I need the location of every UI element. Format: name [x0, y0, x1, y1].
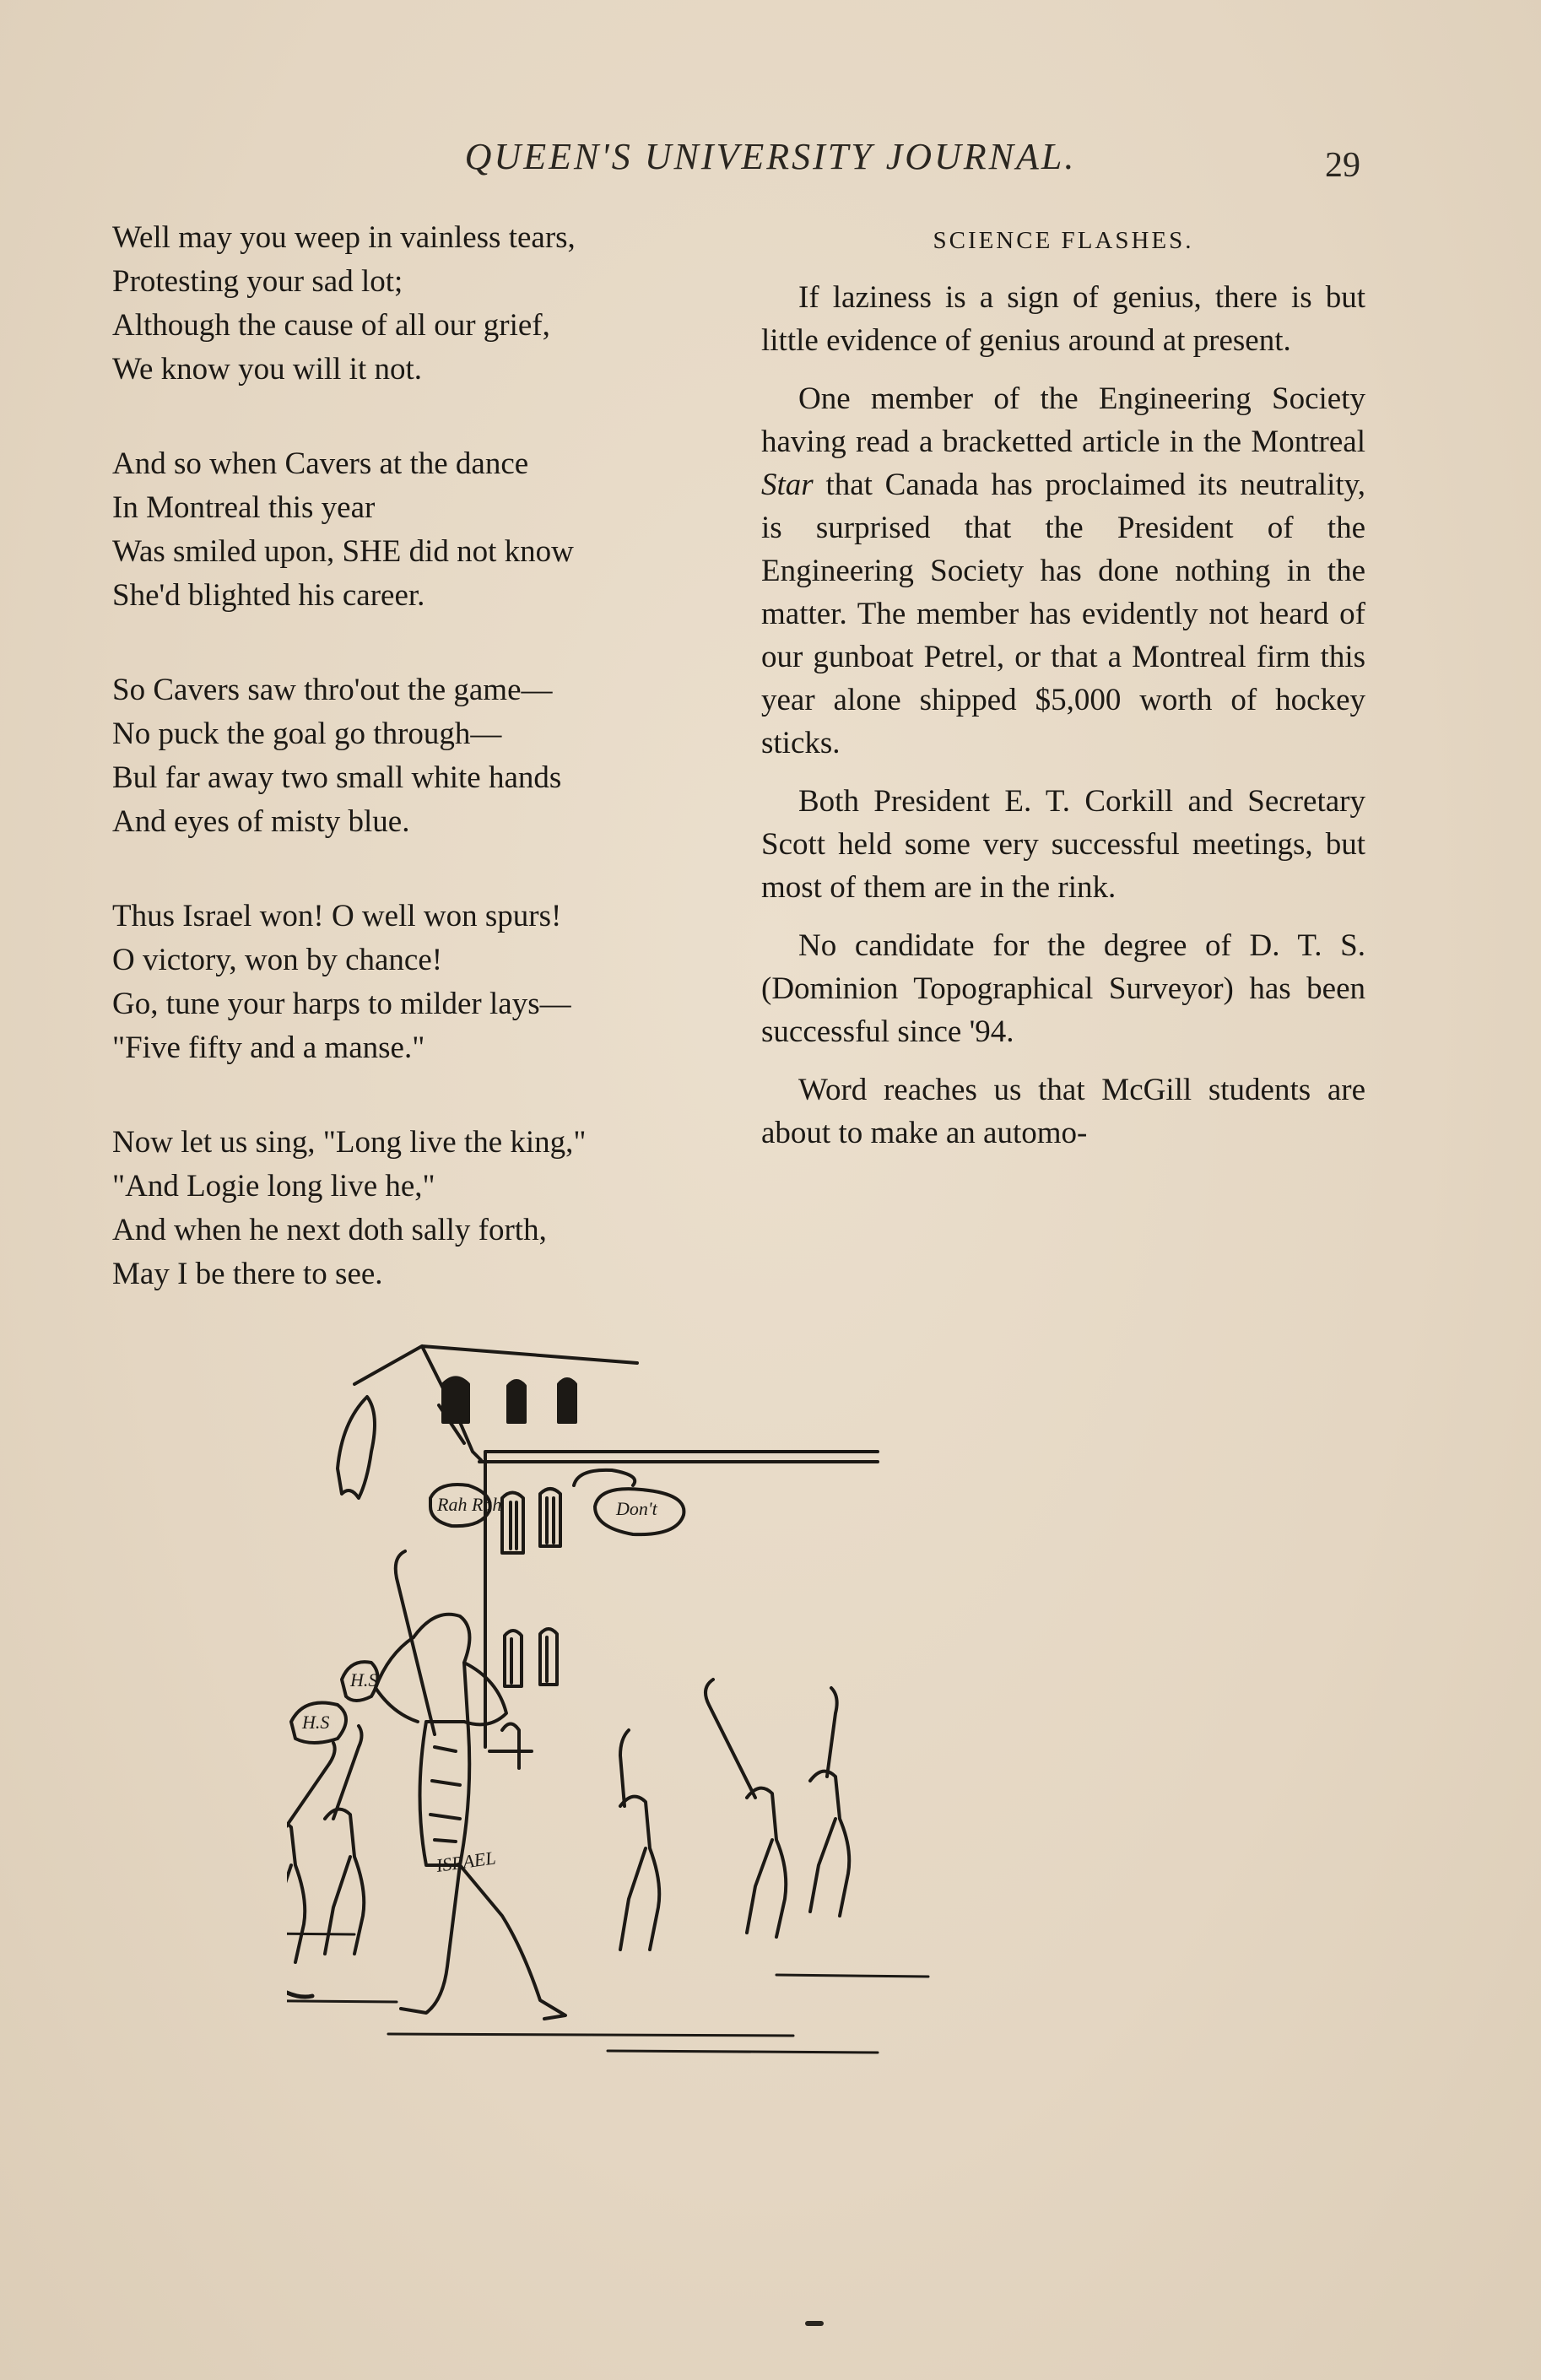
poem-stanza	[112, 442, 728, 618]
hockey-stick	[706, 1680, 755, 1798]
poem-line: So Cavers saw thro'out the game—	[112, 673, 553, 707]
poem-line: She'd blighted his career.	[112, 578, 425, 613]
poem-line: And eyes of misty blue.	[112, 804, 410, 839]
speech-bubble	[338, 1397, 375, 1498]
page-number: 29	[1325, 146, 1360, 185]
poem-line: And when he next doth sally forth,	[112, 1213, 547, 1247]
bubble-label: Rah Rah	[437, 1494, 502, 1515]
running-title: QUEEN'S UNIVERSITY JOURNAL.	[464, 136, 1077, 177]
window	[443, 1378, 468, 1423]
bubble-label: H.S	[350, 1669, 378, 1690]
hockey-stick	[620, 1730, 629, 1806]
poem-line: Thus Israel won! O well won spurs!	[112, 899, 562, 933]
newspaper-name: Star	[761, 468, 814, 502]
poem-line: No puck the goal go through—	[112, 717, 502, 751]
poem-line: We know you will it not.	[112, 352, 423, 387]
poem-line: Now let us sing, "Long live the king,"	[112, 1125, 587, 1160]
small-player	[620, 1797, 659, 1950]
science-flashes-column	[761, 216, 1365, 1170]
article-paragraph: If laziness is a sign of genius, there is but little evidence of genius around at present.	[761, 280, 1365, 358]
bubble-label: Don't	[616, 1498, 657, 1519]
hockey-cartoon-illustration	[287, 1325, 1165, 2101]
building-roofline	[354, 1346, 637, 1460]
poem-line: "And Logie long live he,"	[112, 1169, 435, 1204]
poem-line: And so when Cavers at the dance	[112, 446, 529, 481]
small-player	[810, 1771, 849, 1916]
poem-line: Well may you weep in vainless tears,	[112, 220, 576, 255]
hockey-stick	[287, 1743, 335, 1831]
poem-line: May I be there to see.	[112, 1257, 383, 1291]
doorway	[502, 1724, 519, 1769]
article-paragraph: No candidate for the degree of D. T. S. (Dominion Topographical Surveyor) has been successful since '94.	[761, 928, 1365, 1049]
poem-stanza	[112, 216, 728, 392]
window	[559, 1379, 576, 1422]
poem-line: Go, tune your harps to milder lays—	[112, 987, 571, 1021]
paragraph-text: One member of the Engineering Society having read a bracketted article in the Montreal	[761, 381, 1365, 459]
poem-stanza	[112, 1121, 728, 1296]
section-title: SCIENCE FLASHES.	[933, 227, 1194, 254]
article-paragraph: Word reaches us that McGill students are about to make an automo-	[761, 1073, 1365, 1150]
ink-speck	[805, 2321, 824, 2326]
window	[540, 1489, 560, 1546]
small-player	[287, 1822, 305, 1962]
paragraph-text: that Canada has proclaimed its neutrality, is surprised that the President of the Engineering Society has done nothing in the matter. The member has evidently not heard of our gunboat Petrel, or that a Montreal firm this year alone shipped $5,000 worth of hockey sticks.	[761, 468, 1365, 760]
hockey-stick	[827, 1688, 837, 1777]
poem-line: O victory, won by chance!	[112, 943, 443, 977]
small-player	[747, 1788, 786, 1937]
poem-stanza	[112, 668, 728, 844]
poem-column	[112, 216, 728, 1347]
poem-line: Bul far away two small white hands	[112, 760, 562, 795]
speech-bubble	[574, 1470, 635, 1485]
window	[508, 1381, 525, 1422]
hockey-stick	[396, 1551, 435, 1734]
ice-line	[287, 1899, 928, 2053]
poem-line: Although the cause of all our grief,	[112, 308, 550, 343]
bubble-label: H.S	[302, 1712, 330, 1733]
poem-line: "Five fifty and a manse."	[112, 1030, 425, 1065]
poem-line: Was smiled upon, SHE did not know	[112, 534, 574, 569]
shirt-lettering: ISRAEL	[435, 1847, 497, 1876]
window	[502, 1493, 523, 1554]
poem-stanza	[112, 895, 728, 1070]
article-paragraph: Both President E. T. Corkill and Secretary Scott held some very successful meetings, but most of them are in the rink.	[761, 784, 1365, 905]
poem-line: Protesting your sad lot;	[112, 264, 403, 299]
small-player	[325, 1809, 364, 1954]
poem-line: In Montreal this year	[112, 490, 376, 525]
article-paragraph	[761, 377, 1365, 765]
